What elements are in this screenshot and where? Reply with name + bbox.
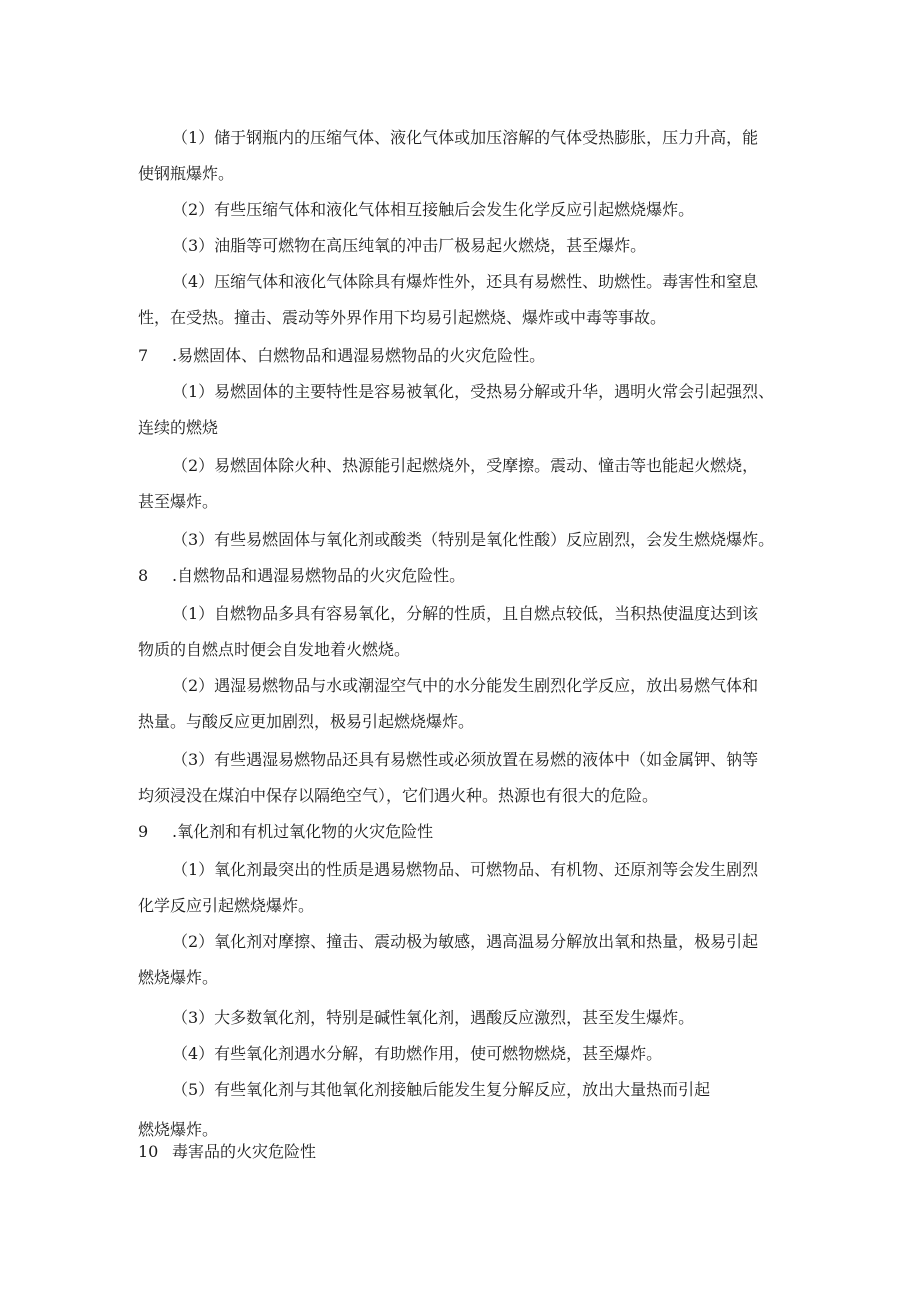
- paragraph-line: （1）氧化剂最突出的性质是遇易燃物品、可燃物品、有机物、还原剂等会发生剧烈: [172, 860, 759, 879]
- section-title: 毒害品的火灾危险性: [172, 1142, 317, 1161]
- paragraph-line: （1）自燃物品多具有容易氧化，分解的性质，且自燃点较低，当积热使温度达到该: [172, 604, 759, 623]
- section-number: 10: [138, 1142, 159, 1161]
- paragraph-line: （3）大多数氧化剂，特别是碱性氧化剂，遇酸反应激烈，甚至发生爆炸。: [172, 1008, 695, 1027]
- paragraph-line: （5）有些氧化剂与其他氧化剂接触后能发生复分解反应，放出大量热而引起: [172, 1080, 711, 1099]
- section-heading-10: [138, 1142, 316, 1162]
- paragraph-line: 化学反应引起燃烧爆炸。: [138, 896, 315, 915]
- paragraph-line: （4）压缩气体和液化气体除具有爆炸性外，还具有易燃性、助燃性。毒害性和窒息: [172, 272, 759, 291]
- paragraph-line: （2）易燃固体除火种、热源能引起燃烧外，受摩擦。震动、憧击等也能起火燃烧，: [172, 456, 759, 475]
- paragraph-line: （2）遇湿易燃物品与水或潮湿空气中的水分能发生剧烈化学反应，放出易燃气体和: [172, 676, 759, 695]
- paragraph-line: （1）易燃固体的主要特性是容易被氧化，受热易分解或升华，遇明火常会引起强烈、: [172, 382, 775, 401]
- paragraph-line: 热量。与酸反应更加剧烈，极易引起燃烧爆炸。: [138, 712, 475, 731]
- paragraph-line: 甚至爆炸。: [138, 492, 219, 511]
- paragraph-line: 均须浸没在煤泊中保存以隔绝空气），它们遇火种。热源也有很大的危险。: [138, 786, 659, 805]
- paragraph-line: （2）氧化剂对摩擦、撞击、震动极为敏感，遇高温易分解放出氧和热量，极易引起: [172, 932, 759, 951]
- paragraph-line: 燃烧爆炸。: [138, 1120, 219, 1139]
- paragraph-line: （1）储于钢瓶内的压缩气体、液化气体或加压溶解的气体受热膨胀，压力升高，能: [172, 128, 759, 147]
- section-title: .易燃固体、白燃物品和遇湿易燃物品的火灾危险性。: [172, 346, 546, 365]
- paragraph-line: （3）有些遇湿易燃物品还具有易燃性或必须放置在易燃的液体中（如金属钾、钠等: [172, 750, 759, 769]
- paragraph-line: 燃烧爆炸。: [138, 968, 219, 987]
- paragraph-line: 物质的自燃点时便会自发地着火燃烧。: [138, 640, 411, 659]
- section-heading-9: [138, 822, 433, 842]
- paragraph-line: 使钢瓶爆炸。: [138, 164, 235, 183]
- section-heading-7: [138, 346, 545, 366]
- paragraph-line: 连续的燃烧: [138, 418, 219, 437]
- paragraph-line: （4）有些氧化剂遇水分解，有助燃作用，使可燃物燃烧，甚至爆炸。: [172, 1044, 663, 1063]
- section-number: 9: [138, 822, 149, 841]
- paragraph-line: （2）有些压缩气体和液化气体相互接触后会发生化学反应引起燃烧爆炸。: [172, 200, 695, 219]
- section-number: 8: [138, 566, 149, 585]
- section-heading-8: [138, 566, 465, 586]
- section-number: 7: [138, 346, 149, 365]
- paragraph-line: （3）有些易燃固体与氧化剂或酸类（特别是氧化性酸）反应剧烈，会发生燃烧爆炸。: [172, 530, 775, 549]
- section-title: .氧化剂和有机过氧化物的火灾危险性: [172, 822, 434, 841]
- section-title: .自燃物品和遇湿易燃物品的火灾危险性。: [172, 566, 466, 585]
- paragraph-line: （3）油脂等可燃物在高压纯氧的冲击厂极易起火燃烧，甚至爆炸。: [172, 236, 647, 255]
- paragraph-line: 性，在受热。撞击、震动等外界作用下均易引起燃烧、爆炸或中毒等事故。: [138, 308, 667, 327]
